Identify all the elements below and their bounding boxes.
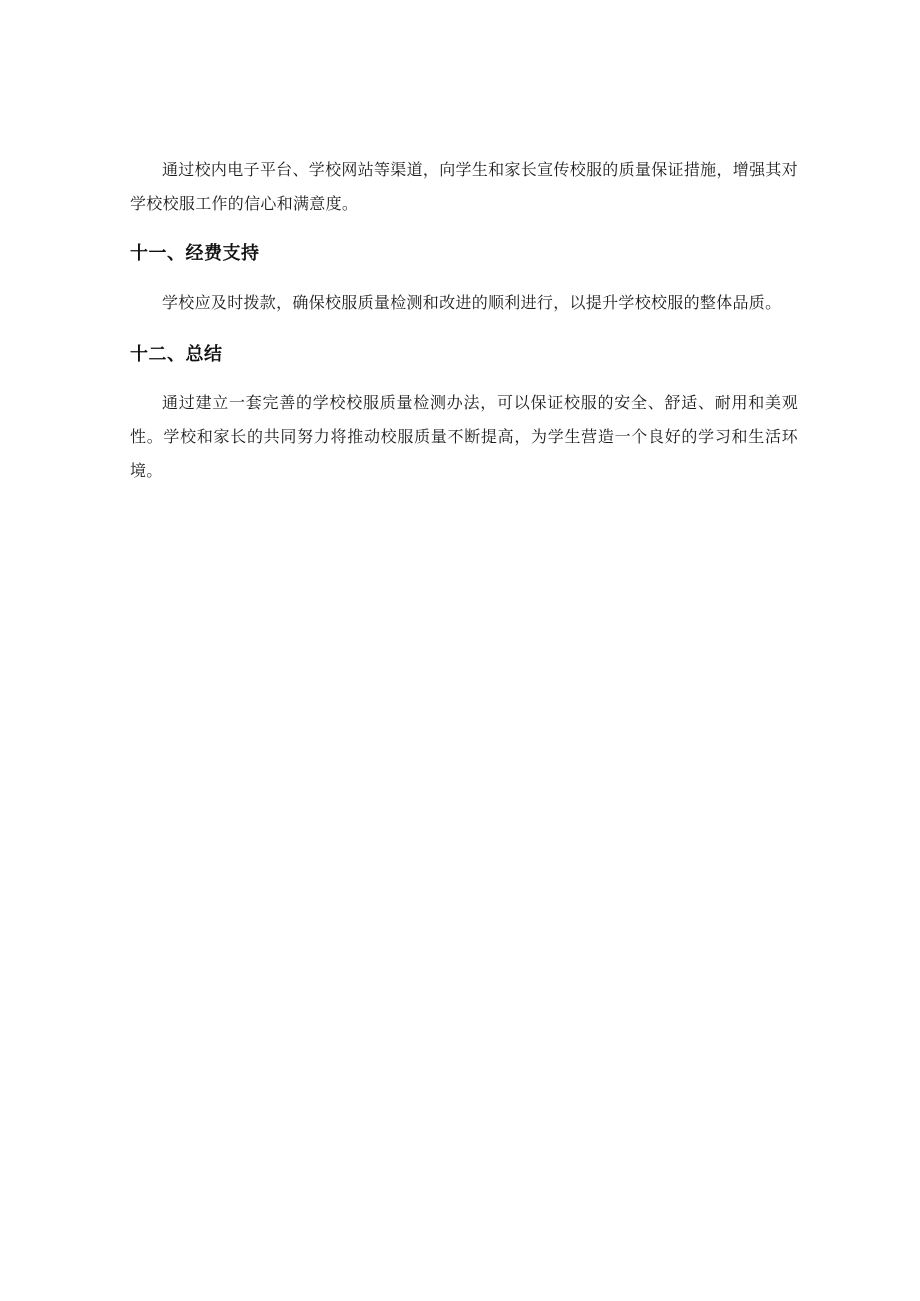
section-12-heading: 十二、总结: [130, 344, 223, 365]
summary-paragraph: 通过建立一套完善的学校校服质量检测办法，可以保证校服的安全、舒适、耐用和美观性。学校和家长的共同努力将推动校服质量不断提高，为学生营造一个良好的学习和生活环境。: [130, 393, 798, 480]
funding-paragraph: 学校应及时拨款，确保校服质量检测和改进的顺利进行，以提升学校校服的整体品质。: [162, 293, 782, 312]
section-11-heading: 十一、经费支持: [130, 243, 260, 264]
publicity-paragraph: 通过校内电子平台、学校网站等渠道，向学生和家长宣传校服的质量保证措施，增强其对学校校服工作的信心和满意度。: [130, 160, 798, 213]
